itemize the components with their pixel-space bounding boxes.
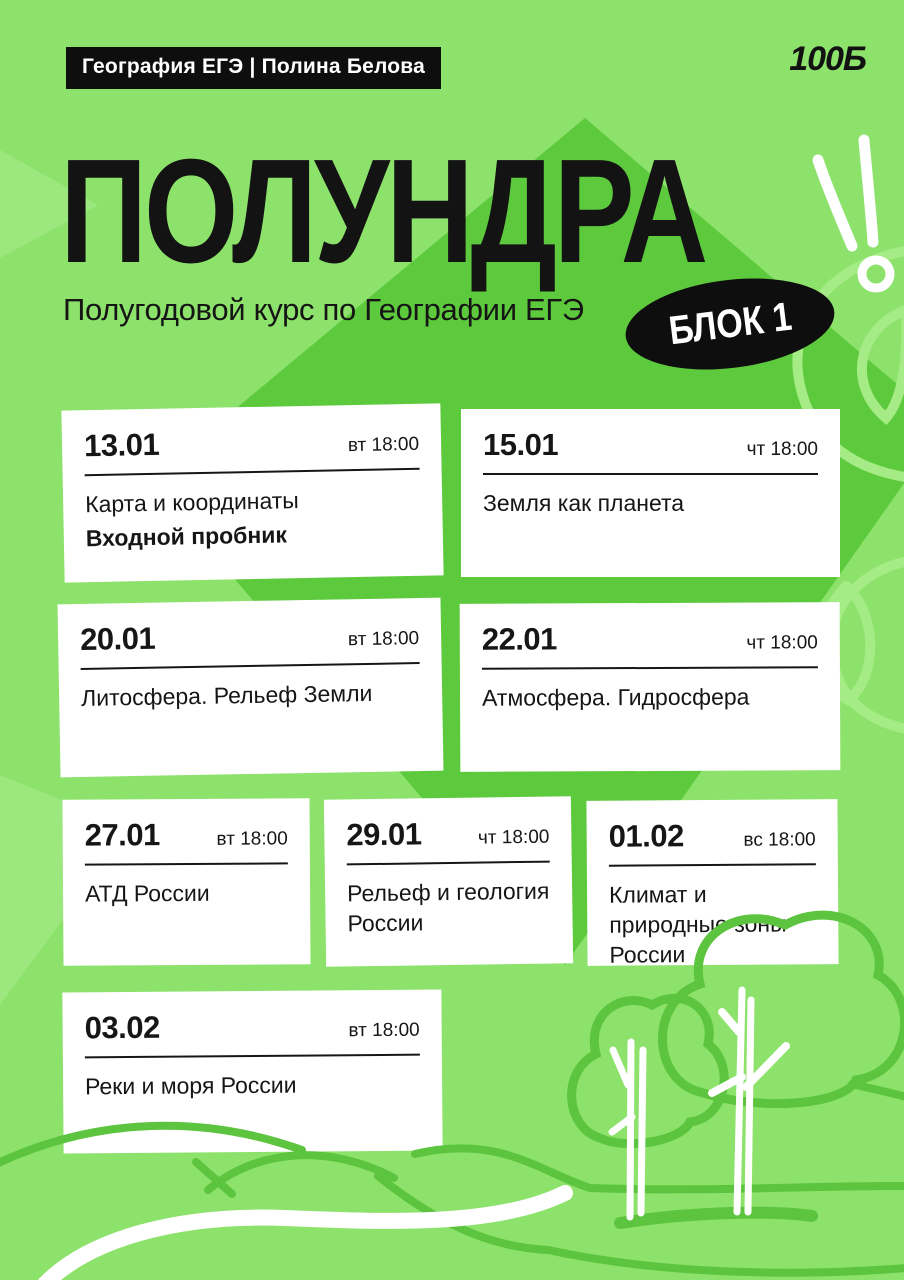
card-date: 20.01 bbox=[79, 620, 156, 657]
card-topic: АТД России bbox=[84, 879, 210, 907]
card-divider bbox=[85, 468, 420, 476]
card-divider bbox=[483, 473, 818, 475]
card-daytime: вт 18:00 bbox=[216, 828, 288, 850]
card-date: 29.01 bbox=[346, 816, 422, 853]
card-daytime: вт 18:00 bbox=[347, 628, 420, 651]
card-daytime: вт 18:00 bbox=[348, 1019, 420, 1042]
schedule-card-5 bbox=[62, 798, 310, 966]
card-divider bbox=[347, 861, 550, 866]
card-topic: Земля как планета bbox=[483, 490, 685, 516]
schedule-card-7 bbox=[586, 799, 838, 966]
card-divider bbox=[482, 666, 818, 669]
card-topic: Рельеф и геология России bbox=[346, 877, 550, 937]
block-badge-label: БЛОК 1 bbox=[666, 294, 794, 353]
poster-title: ПОЛУНДРА bbox=[60, 129, 706, 294]
card-date: 13.01 bbox=[83, 426, 160, 464]
card-daytime: вс 18:00 bbox=[743, 829, 816, 851]
schedule-card-8 bbox=[62, 990, 442, 1154]
card-topic: Атмосфера. Гидросфера bbox=[481, 683, 750, 711]
card-date: 03.02 bbox=[84, 1009, 160, 1046]
brand-logo: 100Б bbox=[789, 40, 866, 78]
schedule-card-4 bbox=[460, 602, 841, 772]
card-divider bbox=[81, 662, 420, 670]
card-topic-bold: Входной пробник bbox=[85, 521, 288, 552]
card-topic: Реки и моря России bbox=[85, 1071, 297, 1100]
schedule-card-6 bbox=[324, 796, 573, 966]
card-date: 27.01 bbox=[84, 817, 160, 853]
card-daytime: чт 18:00 bbox=[477, 826, 550, 849]
schedule-card-2 bbox=[461, 409, 840, 577]
card-topic: Литосфера. Рельеф Земли bbox=[80, 679, 373, 711]
card-daytime: вт 18:00 bbox=[347, 433, 420, 457]
card-daytime: чт 18:00 bbox=[746, 439, 818, 460]
card-topic: Карта и координаты bbox=[84, 487, 300, 518]
card-daytime: чт 18:00 bbox=[746, 632, 818, 654]
card-topic: Климат и природные зоны России bbox=[608, 881, 787, 968]
card-divider bbox=[85, 862, 288, 865]
card-date: 15.01 bbox=[483, 427, 559, 462]
poster-subtitle: Полугодовой курс по Географии ЕГЭ bbox=[63, 292, 584, 327]
card-date: 01.02 bbox=[608, 818, 684, 854]
schedule-card-3 bbox=[58, 598, 444, 778]
card-divider bbox=[609, 863, 816, 866]
card-divider bbox=[85, 1054, 420, 1059]
card-date: 22.01 bbox=[481, 621, 557, 657]
schedule-card-1 bbox=[61, 403, 443, 582]
author-badge: География ЕГЭ | Полина Белова bbox=[66, 47, 441, 89]
